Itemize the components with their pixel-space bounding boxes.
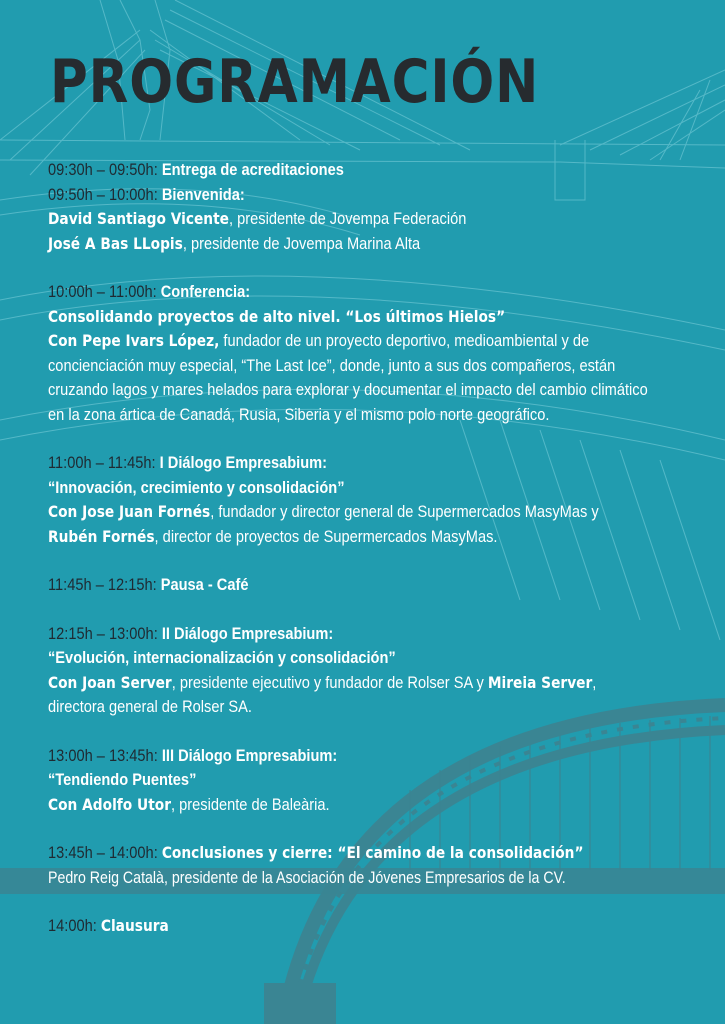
description-line: directora general de Rolser SA. — [48, 697, 252, 716]
session-title: II Diálogo Empresabium: — [161, 623, 334, 643]
session-subtitle-line — [48, 476, 624, 501]
schedule-block-conference — [48, 280, 718, 427]
time-range: 13:45h – 14:00h: — [48, 843, 158, 862]
speaker-name: David Santiago Vicente — [48, 209, 230, 228]
schedule-line — [48, 158, 624, 183]
speaker-name: José A Bas LLopis — [48, 233, 183, 253]
session-subtitle: “Innovación, crecimiento y consolidación” — [48, 477, 345, 497]
session-title: Pausa - Café — [160, 575, 249, 594]
session-title: III Diálogo Empresabium: — [161, 745, 338, 765]
speaker-role: , presidente de Jovempa Marina Alta — [182, 233, 421, 253]
schedule-line — [48, 841, 624, 866]
speaker-line — [48, 329, 624, 354]
speaker-line — [48, 525, 624, 550]
speaker-role: , director de proyectos de Supermercados MasyMas. — [154, 526, 498, 546]
speaker-role: , presidente de Jovempa Federación — [229, 209, 467, 228]
speaker-line — [48, 671, 624, 696]
schedule-line — [48, 573, 624, 598]
session-title: Entrega de acreditaciones — [161, 160, 344, 179]
time-range: 11:00h – 11:45h: — [48, 453, 156, 472]
session-subtitle-line — [48, 305, 624, 330]
session-subtitle: “Evolución, internacionalización y consolidación” — [48, 648, 396, 667]
time-range: 14:00h: — [48, 916, 97, 935]
schedule-line — [48, 183, 624, 208]
program-schedule — [48, 158, 718, 963]
time-range: 12:15h – 13:00h: — [48, 623, 158, 643]
schedule-line — [48, 451, 624, 476]
schedule-block-dialogue-1 — [48, 451, 718, 549]
session-title: Clausura — [100, 916, 169, 935]
page-title: PROGRAMACIÓN — [50, 47, 540, 117]
speaker-name: Con Jose Juan Fornés — [48, 502, 211, 521]
speaker-name: Rubén Fornés — [48, 526, 155, 546]
session-title: I Diálogo Empresabium: — [159, 453, 328, 472]
time-range: 09:50h – 10:00h: — [48, 184, 158, 204]
schedule-line — [48, 622, 624, 647]
schedule-block-dialogue-2 — [48, 622, 718, 720]
speaker-line — [48, 207, 624, 232]
time-range: 11:45h – 12:15h: — [48, 575, 157, 594]
description-line: Pedro Reig Català, presidente de la Asociación de Jóvenes Empresarios de la CV. — [48, 868, 566, 887]
session-subtitle-line — [48, 768, 624, 793]
schedule-line — [48, 744, 624, 769]
session-title: Conclusiones y cierre: “El camino de la consolidación” — [161, 843, 584, 862]
description-line: concienciación muy especial, “The Last Ice”, donde, junto a sus dos compañeros, están — [48, 355, 616, 375]
schedule-line — [48, 914, 624, 939]
session-subtitle-line — [48, 646, 624, 671]
session-title: Conferencia: — [160, 282, 251, 301]
speaker-name: Con Pepe Ivars López, — [48, 331, 220, 350]
description-line: en la zona ártica de Canadá, Rusia, Siberia y el mismo polo norte geográfico. — [48, 404, 550, 424]
speaker-role: , presidente ejecutivo y fundador de Rolser SA y — [171, 672, 488, 692]
speaker-name: Con Adolfo Utor — [48, 794, 172, 814]
speaker-role: , fundador y director general de Supermercados MasyMas y — [210, 502, 599, 521]
speaker-line — [48, 500, 624, 525]
speaker-line — [48, 232, 624, 257]
schedule-block-dialogue-3 — [48, 744, 718, 818]
speaker-name: Con Joan Server — [48, 672, 172, 692]
speaker-description: fundador de un proyecto deportivo, medioambiental y de — [219, 331, 590, 350]
speaker-line — [48, 793, 624, 818]
time-range: 09:30h – 09:50h: — [48, 160, 158, 179]
session-subtitle: Consolidando proyectos de alto nivel. “Los últimos Hielos” — [48, 306, 506, 326]
schedule-block-break — [48, 573, 718, 598]
speaker-name: Mireia Server — [487, 672, 593, 692]
schedule-line — [48, 280, 624, 305]
time-range: 10:00h – 11:00h: — [48, 282, 157, 301]
description-line: cruzando lagos y mares helados para explorar y documentar el impacto del cambio climático — [48, 380, 648, 399]
session-subtitle: “Tendiendo Puentes” — [48, 770, 197, 789]
schedule-block-conclusions — [48, 841, 718, 890]
punctuation: , — [592, 672, 597, 692]
schedule-block-closing — [48, 914, 718, 939]
speaker-role: , presidente de Baleària. — [171, 794, 330, 814]
schedule-block-welcome — [48, 158, 718, 256]
time-range: 13:00h – 13:45h: — [48, 745, 158, 765]
session-title: Bienvenida: — [161, 184, 245, 204]
